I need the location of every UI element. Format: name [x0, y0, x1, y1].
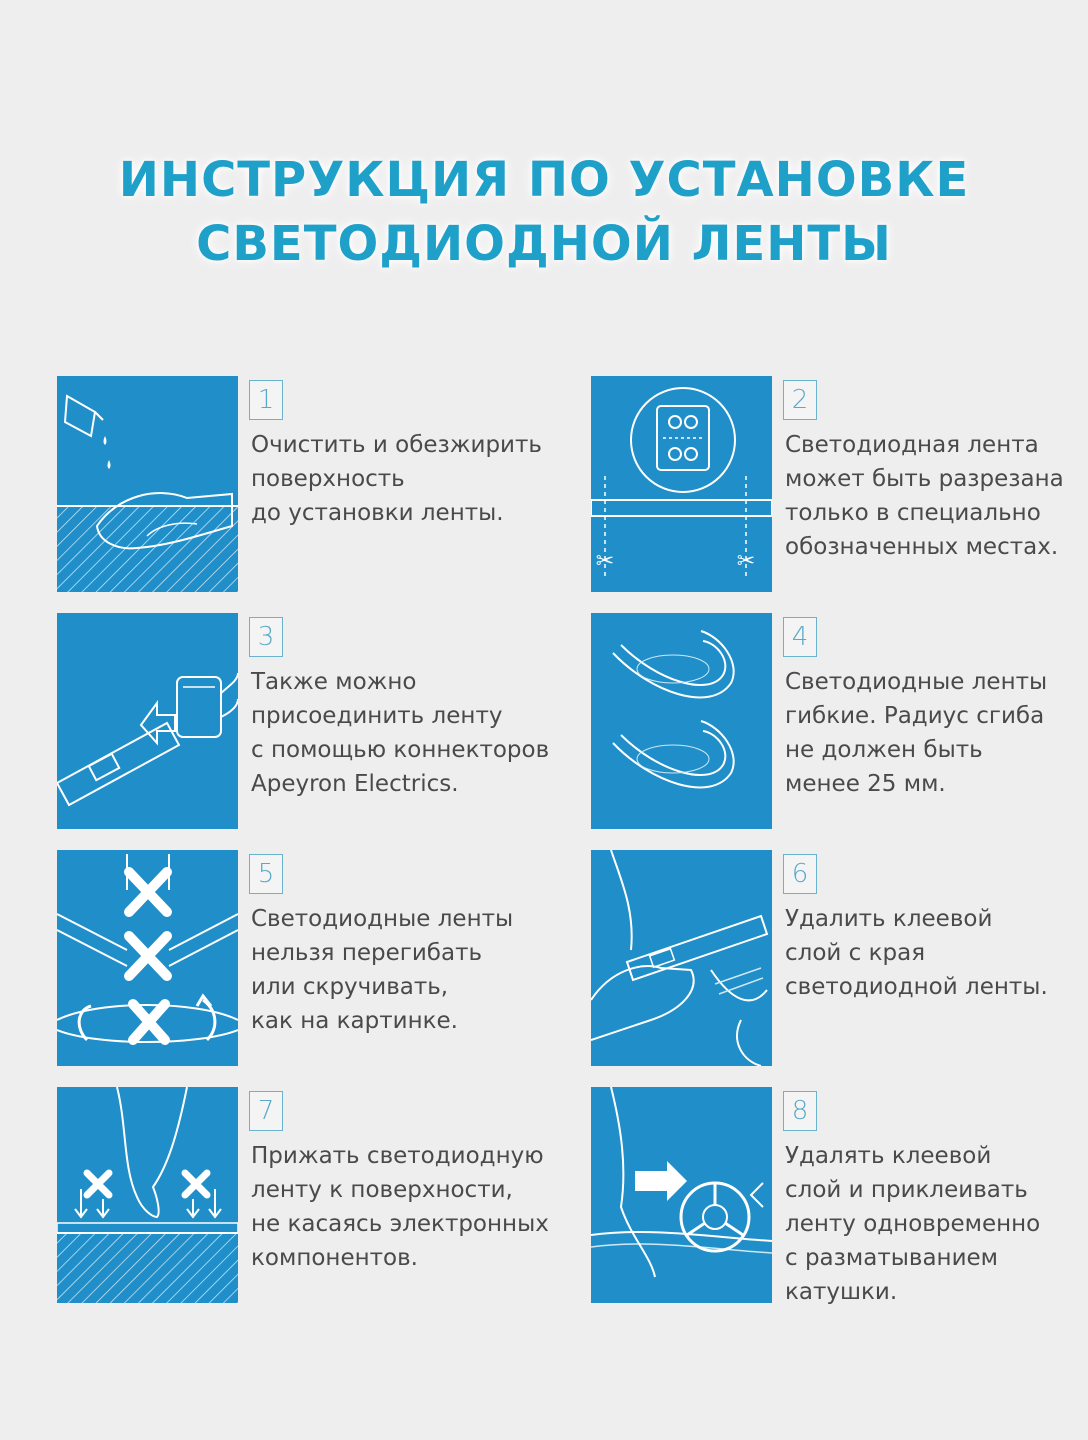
step-text-line: может быть разрезана	[785, 466, 1064, 492]
step-text-line: катушки.	[785, 1279, 898, 1305]
step-text-line: не касаясь электронных	[251, 1211, 549, 1237]
cut-points-icon	[591, 376, 772, 592]
step-text-line: слой и приклеивать	[785, 1177, 1028, 1203]
step-text-line: Прижать светодиодную	[251, 1143, 544, 1169]
svg-text:✂: ✂	[736, 549, 756, 574]
step-text-line: не должен быть	[785, 737, 983, 763]
step-text	[785, 428, 1088, 564]
step-5	[57, 850, 557, 1066]
step-text-line: присоединить ленту	[251, 703, 503, 729]
step-number: 3	[249, 617, 283, 657]
wipe-surface-icon	[57, 376, 238, 592]
step-text-line: гибкие. Радиус сгиба	[785, 703, 1045, 729]
page-title	[0, 148, 1088, 276]
peel-adhesive-icon	[591, 850, 772, 1066]
step-text-line: с разматыванием	[785, 1245, 999, 1271]
step-1	[57, 376, 557, 592]
step-number: 7	[249, 1091, 283, 1131]
step-8	[591, 1087, 1088, 1303]
step-text	[785, 665, 1088, 801]
step-number: 1	[249, 380, 283, 420]
step-text-line: Удалить клеевой	[785, 906, 993, 932]
step-2	[591, 376, 1088, 592]
step-text-line: как на картинке.	[251, 1008, 458, 1034]
step-text-line: только в специально	[785, 500, 1041, 526]
step-number: 6	[783, 854, 817, 894]
step-text	[251, 1139, 561, 1275]
step-text-line: слой с края	[785, 940, 926, 966]
step-number: 2	[783, 380, 817, 420]
press-strip-icon	[57, 1087, 238, 1303]
unwind-reel-icon	[591, 1087, 772, 1303]
step-text-line: до установки ленты.	[251, 500, 504, 526]
bend-radius-icon	[591, 613, 772, 829]
step-4	[591, 613, 1088, 829]
step-text-line: менее 25 мм.	[785, 771, 946, 797]
step-3	[57, 613, 557, 829]
step-text-line: ленту к поверхности,	[251, 1177, 513, 1203]
step-text	[785, 1139, 1088, 1309]
step-text-line: поверхность	[251, 466, 405, 492]
step-6	[591, 850, 1088, 1066]
step-text-line: нельзя перегибать	[251, 940, 483, 966]
title-line-1: ИНСТРУКЦИЯ ПО УСТАНОВКЕ	[118, 152, 970, 208]
svg-text:✂: ✂	[595, 549, 615, 574]
step-text-line: Также можно	[251, 669, 417, 695]
step-text-line: светодиодной ленты.	[785, 974, 1048, 1000]
connector-icon	[57, 613, 238, 829]
step-text-line: Светодиодные ленты	[251, 906, 514, 932]
step-text-line: обозначенных местах.	[785, 534, 1059, 560]
step-text	[251, 428, 561, 530]
title-line-2: СВЕТОДИОДНОЙ ЛЕНТЫ	[196, 216, 892, 272]
step-text-line: Apeyron Electrics.	[251, 771, 459, 797]
step-text-line: ленту одновременно	[785, 1211, 1041, 1237]
step-text-line: или скручивать,	[251, 974, 449, 1000]
step-text	[251, 902, 561, 1038]
step-text	[251, 665, 561, 801]
step-text-line: компонентов.	[251, 1245, 418, 1271]
step-text-line: Светодиодная лента	[785, 432, 1039, 458]
step-number: 8	[783, 1091, 817, 1131]
step-text-line: Очистить и обезжирить	[251, 432, 542, 458]
step-number: 4	[783, 617, 817, 657]
step-text-line: Удалять клеевой	[785, 1143, 992, 1169]
step-number: 5	[249, 854, 283, 894]
no-twist-icon	[57, 850, 238, 1066]
step-text-line: с помощью коннекторов	[251, 737, 550, 763]
step-7	[57, 1087, 557, 1303]
step-text	[785, 902, 1088, 1004]
step-text-line: Светодиодные ленты	[785, 669, 1048, 695]
